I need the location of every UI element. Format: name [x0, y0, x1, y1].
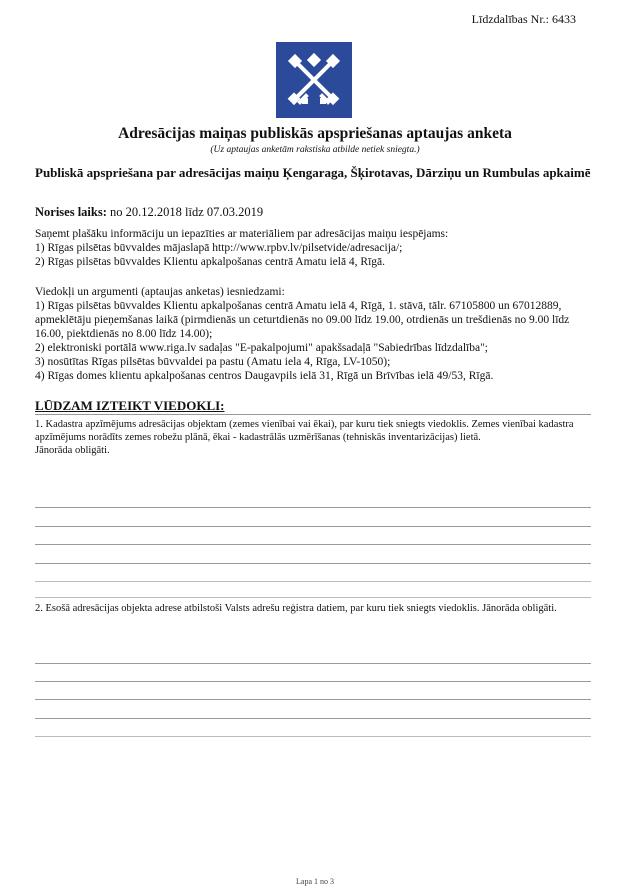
logo — [276, 42, 352, 118]
answer-line[interactable] — [35, 563, 591, 564]
consultation-period — [35, 205, 263, 220]
info-item: 2) Rīgas pilsētas būvvaldes Klientu apkalpošanas centrā Amatu ielā 4, Rīgā. — [35, 256, 386, 268]
question-2 — [35, 602, 591, 615]
form-subtitle: (Uz aptaujas anketām rakstiska atbilde netiek sniegta.) — [210, 145, 420, 155]
crossed-keys-icon — [276, 42, 352, 118]
submission-item: 4) Rīgas domes klientu apkalpošanas centros Daugavpils ielā 31, Rīgā un Brīvības ielā 49/53, Rīgā. — [35, 370, 494, 382]
submission-intro: Viedokļi un argumenti (aptaujas anketas) iesniedzami: — [35, 286, 285, 298]
answer-line[interactable] — [35, 718, 591, 719]
form-title: Adresācijas maiņas publiskās apspriešanas aptaujas anketa — [118, 125, 512, 142]
info-intro: Saņemt plašāku informāciju un iepazīties ar materiāliem par adresācijas maiņu iespējams: — [35, 228, 449, 240]
submission-item: 3) nosūtītas Rīgas pilsētas būvvaldei pa pastu (Amatu iela 4, Rīga, LV-1050); — [35, 356, 391, 368]
info-section — [35, 227, 595, 269]
participation-number: Līdzdalības Nr.: 6433 — [471, 12, 576, 26]
divider — [35, 581, 591, 582]
divider — [35, 597, 591, 598]
divider — [35, 736, 591, 737]
section-heading: LŪDZAM IZTEIKT VIEDOKLI: — [35, 398, 225, 413]
consultation-subject: Publiskā apspriešana par adresācijas maiņu Ķengaraga, Šķirotavas, Dārziņu un Rumbulas apkaimē — [35, 165, 591, 180]
question-text: 1. Kadastra apzīmējums adresācijas objektam (zemes vienībai vai ēkai), par kuru tiek sniegts viedoklis. Zemes vienībai kadastra apzīmējums norādīts zemes robežu plānā, ēkai - kadastrālās uzmērīšanas (tehniskās inventarizācijas) lietā. — [35, 419, 574, 443]
answer-line[interactable] — [35, 681, 591, 682]
question-1 — [35, 418, 591, 457]
submission-section — [35, 285, 595, 383]
period-value: no 20.12.2018 līdz 07.03.2019 — [110, 205, 264, 219]
submission-item: 1) Rīgas pilsētas būvvaldes Klientu apkalpošanas centrā Amatu ielā 4, Rīgā, 1. stāvā, tālr. 67105800 un 67012889, apmeklētāju pieņemšanas laikā (pirmdienās un ceturtdienās no 09.00 līdz 19.00, otrdienās un trešdienās no 9.00 līdz 16.00, piektdienās no 8.00 līdz 14.00); — [35, 300, 570, 340]
answer-line[interactable] — [35, 544, 591, 545]
answer-line[interactable] — [35, 699, 591, 700]
submission-item: 2) elektroniski portālā www.riga.lv sadaļas "E-pakalpojumi" apakšsadaļā "Sabiedrības līdzdalība"; — [35, 342, 488, 354]
period-label: Norises laiks: — [35, 205, 107, 219]
required-note: Jānorāda obligāti. — [35, 445, 110, 456]
page-number: Lapa 1 no 3 — [296, 877, 334, 886]
answer-line[interactable] — [35, 663, 591, 664]
answer-line[interactable] — [35, 507, 591, 508]
answer-line[interactable] — [35, 526, 591, 527]
info-item: 1) Rīgas pilsētas būvvaldes mājaslapā http://www.rpbv.lv/pilsetvide/adresacija/; — [35, 242, 403, 254]
divider — [35, 414, 591, 415]
question-text: 2. Esošā adresācijas objekta adrese atbilstoši Valsts adrešu reģistra datiem, par kuru tiek sniegts viedoklis. Jānorāda obligāti. — [35, 603, 557, 614]
